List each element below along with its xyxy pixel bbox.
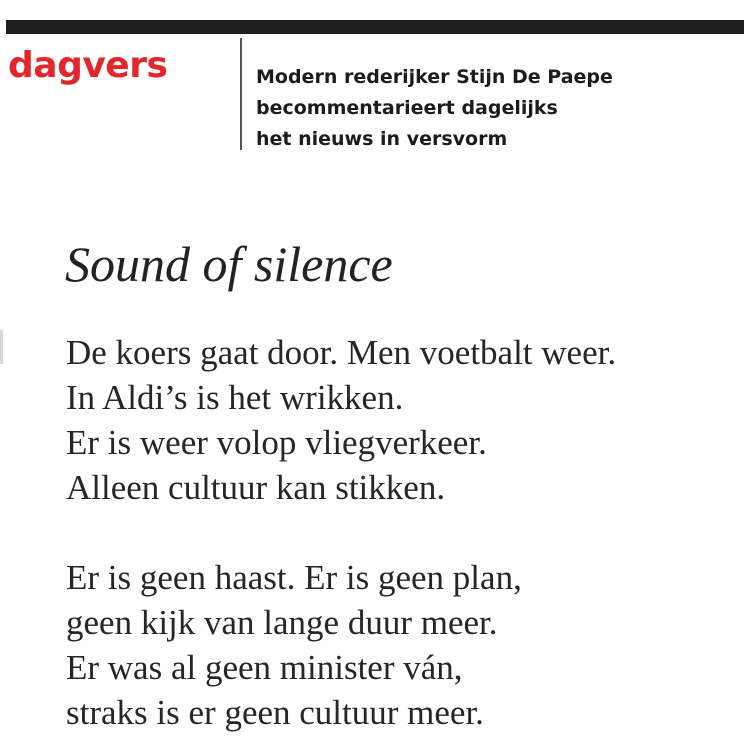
poem-line: De koers gaat door. Men voetbalt weer.	[66, 333, 617, 372]
header-divider	[240, 38, 242, 150]
top-rule	[6, 20, 744, 34]
poem-line: Er was al geen minister ván,	[66, 648, 463, 687]
poem-line: Alleen cultuur kan stikken.	[66, 468, 446, 507]
brand-logo: dagvers	[8, 45, 168, 86]
poem-line: Er is weer volop vliegverkeer.	[66, 423, 487, 462]
poem-line: Er is geen haast. Er is geen plan,	[66, 558, 522, 597]
poem-stanza-2	[66, 555, 522, 735]
tagline-line: het nieuws in versvorm	[256, 128, 508, 150]
header-tagline	[256, 62, 613, 155]
page-edge-mark	[0, 330, 3, 364]
tagline-line: becommentarieert dagelijks	[256, 97, 558, 119]
poem-line: In Aldi’s is het wrikken.	[66, 378, 404, 417]
poem-title: Sound of silence	[65, 236, 393, 292]
poem-line: geen kijk van lange duur meer.	[66, 603, 498, 642]
poem-line: straks is er geen cultuur meer.	[66, 693, 484, 732]
column-header	[0, 34, 750, 154]
poem-stanza-1	[66, 330, 616, 510]
tagline-line: Modern rederijker Stijn De Paepe	[256, 66, 613, 88]
